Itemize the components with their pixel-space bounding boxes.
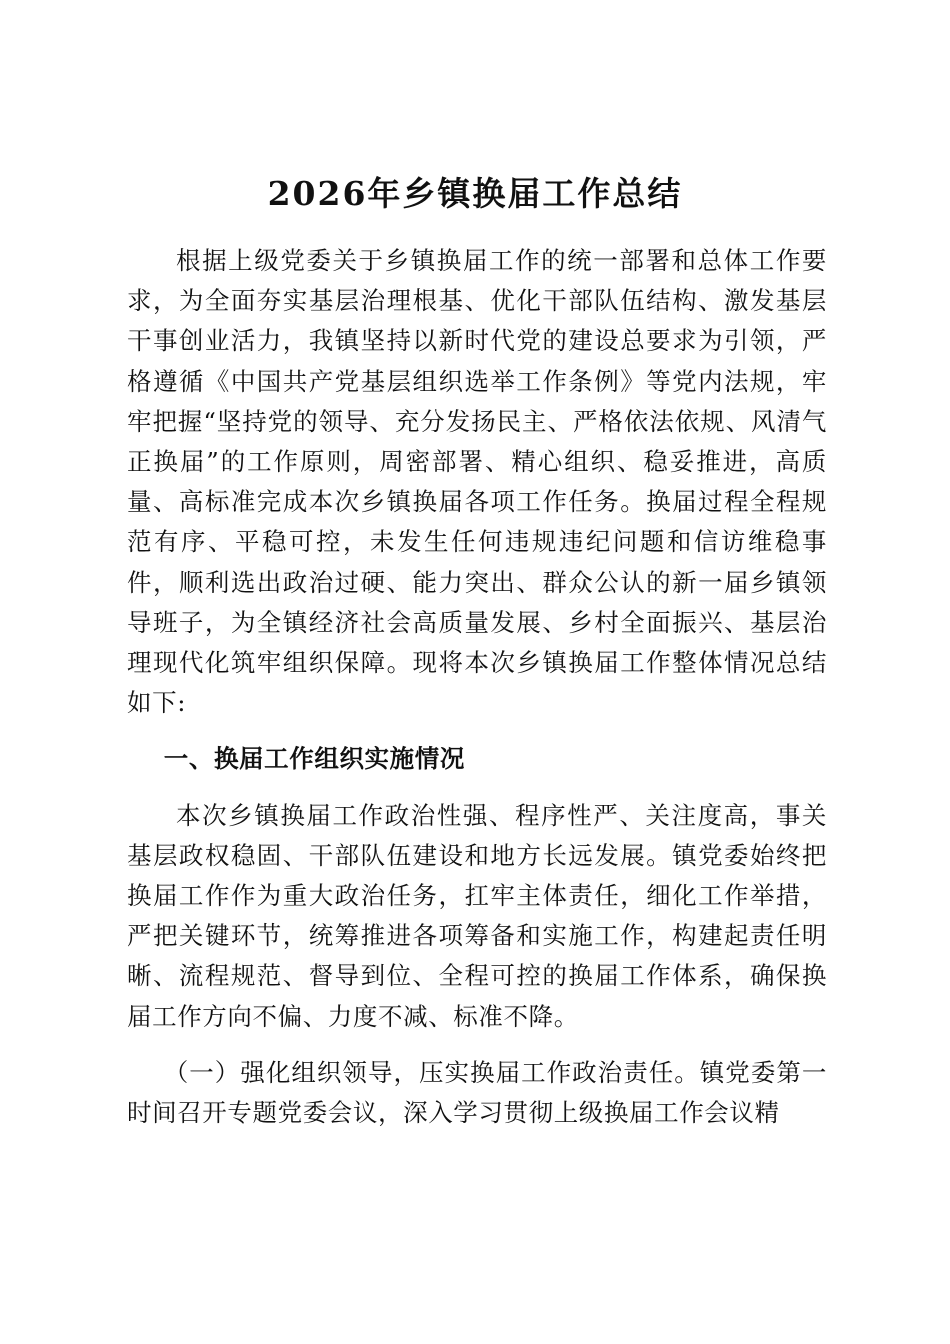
document-title: 2026年乡镇换届工作总结 [267,174,683,213]
intro-paragraph: 根据上级党委关于乡镇换届工作的统一部署和总体工作要求，为全面夯实基层治理根基、优化干部队伍结构、激发基层干事创业活力，我镇坚持以新时代党的建设总要求为引领，严格遵循《中国共产党基层组织选举工作条例》等党内法规，牢牢把握“坚持党的领导、充分发扬民主、严格依法依规、风清气正换届”的工作原则，周密部署、精心组织、稳妥推进，高质量、高标准完成本次乡镇换届各项工作任务。换届过程全程规范有序、平稳可控，未发生任何违规违纪问题和信访维稳事件，顺利选出政治过硬、能力突出、群众公认的新一届乡镇领导班子，为全镇经济社会高质量发展、乡村全面振兴、基层治理现代化筑牢组织保障。现将本次乡镇换届工作整体情况总结如下: [127,246,827,718]
subsection-paragraph: （一）强化组织领导，压实换届工作政治责任。镇党委第一时间召开专题党委会议，深入学习贯彻上级换届工作会议精 [127,1057,827,1128]
document-body [127,241,827,1149]
section-paragraph: 本次乡镇换届工作政治性强、程序性严、关注度高，事关基层政权稳固、干部队伍建设和地方长远发展。镇党委始终把换届工作作为重大政治任务，扛牢主体责任，细化工作举措，严把关键环节，统筹推进各项筹备和实施工作，构建起责任明晰、流程规范、督导到位、全程可控的换届工作体系，确保换届工作方向不偏、力度不减、标准不降。 [127,800,827,1031]
section-heading: 一、换届工作组织实施情况 [163,744,465,774]
